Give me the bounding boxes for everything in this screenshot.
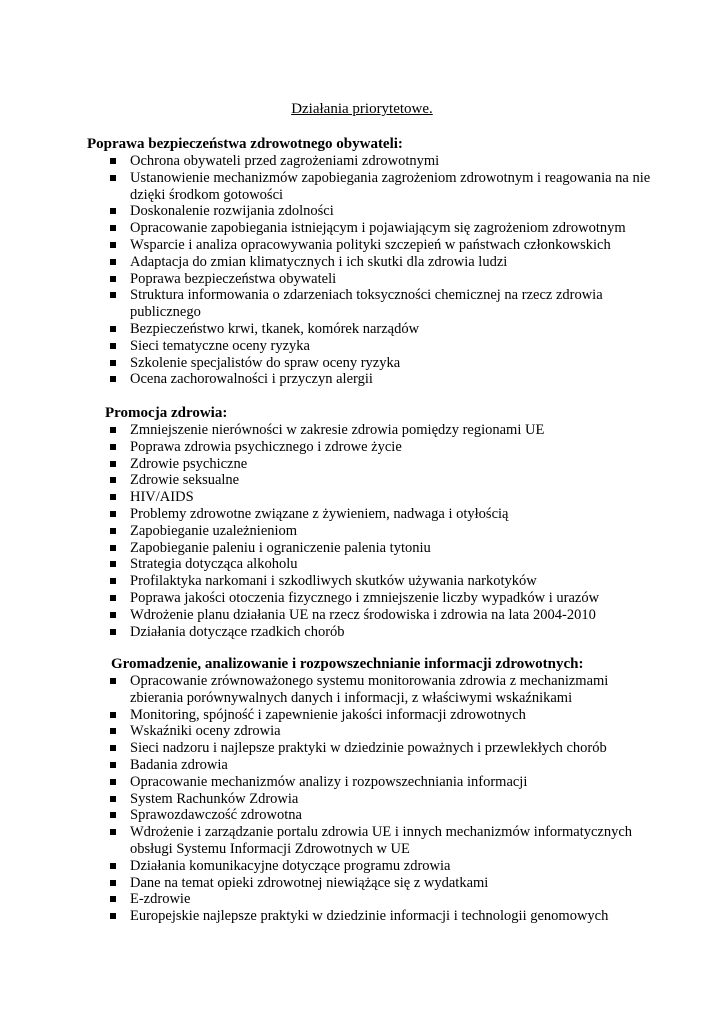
list-item-text: Doskonalenie rozwijania zdolności (130, 203, 334, 220)
section-list (0, 153, 724, 388)
list-item-text: Ocena zachorowalności i przyczyn alergii (130, 371, 373, 388)
square-bullet-icon (110, 545, 116, 551)
square-bullet-icon (110, 913, 116, 919)
list-item-text: Wskaźniki oceny zdrowia (130, 723, 281, 740)
square-bullet-icon (110, 276, 116, 282)
list-item (0, 875, 724, 892)
list-item (0, 540, 724, 557)
list-item-text: Opracowanie mechanizmów analizy i rozpowszechniania informacji (130, 773, 528, 790)
square-bullet-icon (110, 511, 116, 517)
list-item (0, 220, 724, 237)
square-bullet-icon (110, 745, 116, 751)
list-item (0, 338, 724, 355)
list-item (0, 723, 724, 740)
list-item (0, 506, 724, 523)
square-bullet-icon (110, 880, 116, 886)
list-item-text: Zapobieganie paleniu i ograniczenie palenia tytoniu (130, 539, 431, 556)
list-item-text: Szkolenie specjalistów do spraw oceny ryzyka (130, 354, 401, 371)
list-item (0, 740, 724, 757)
list-item (0, 891, 724, 908)
square-bullet-icon (110, 461, 116, 467)
list-item (0, 203, 724, 220)
square-bullet-icon (110, 712, 116, 718)
list-item-text: Badania zdrowia (130, 756, 228, 773)
square-bullet-icon (110, 326, 116, 332)
list-item-text: System Rachunków Zdrowia (130, 790, 299, 807)
section-heading: Poprawa bezpieczeństwa zdrowotnego obywateli: (87, 136, 403, 152)
list-item-text: Sprawozdawczość zdrowotna (130, 807, 302, 824)
list-item-text: Profilaktyka narkomani i szkodliwych skutków używania narkotyków (130, 573, 537, 590)
list-item (0, 254, 724, 271)
square-bullet-icon (110, 728, 116, 734)
list-item-text: Opracowanie zrównoważonego systemu monitorowania zdrowia z mechanizmami zbierania porównywalnych danych i informacji, z właściwymi wskaźnikami (130, 673, 609, 706)
list-item-text: Europejskie najlepsze praktyki w dziedzinie informacji i technologii genomowych (130, 908, 609, 925)
square-bullet-icon (110, 242, 116, 248)
list-item (0, 774, 724, 791)
list-item-text: HIV/AIDS (130, 489, 194, 506)
square-bullet-icon (110, 678, 116, 684)
square-bullet-icon (110, 829, 116, 835)
square-bullet-icon (110, 612, 116, 618)
list-item (0, 824, 724, 858)
list-item (0, 607, 724, 624)
list-item-text: Zdrowie psychiczne (130, 455, 248, 472)
section-health-information (0, 656, 724, 925)
list-item-text: Ustanowienie mechanizmów zapobiegania zagrożeniom zdrowotnym i reagowania na nie dzięki środkom gotowości (130, 169, 651, 203)
square-bullet-icon (110, 259, 116, 265)
list-item-text: Adaptacja do zmian klimatycznych i ich skutki dla zdrowia ludzi (130, 253, 508, 270)
square-bullet-icon (110, 762, 116, 768)
square-bullet-icon (110, 158, 116, 164)
section-heading: Gromadzenie, analizowanie i rozpowszechnianie informacji zdrowotnych: (111, 656, 584, 672)
list-item-text: Ochrona obywateli przed zagrożeniami zdrowotnymi (130, 153, 440, 169)
list-item (0, 556, 724, 573)
list-item-text: Wsparcie i analiza opracowywania polityki szczepień w państwach członkowskich (130, 236, 611, 253)
square-bullet-icon (110, 494, 116, 500)
square-bullet-icon (110, 343, 116, 349)
list-item (0, 523, 724, 540)
list-item (0, 908, 724, 925)
square-bullet-icon (110, 863, 116, 869)
list-item (0, 707, 724, 724)
list-item-text: Struktura informowania o zdarzeniach toksyczności chemicznej na rzecz zdrowia publicznego (130, 287, 603, 321)
list-item (0, 439, 724, 456)
square-bullet-icon (110, 292, 116, 298)
list-item (0, 271, 724, 288)
list-item (0, 858, 724, 875)
list-item (0, 153, 724, 170)
list-item-text: Zdrowie seksualne (130, 472, 240, 489)
list-item-text: Strategia dotycząca alkoholu (130, 556, 298, 573)
list-item-text: Dane na temat opieki zdrowotnej niewiążące się z wydatkami (130, 874, 489, 891)
section-list (0, 422, 724, 640)
list-item (0, 170, 724, 204)
list-item (0, 673, 724, 707)
square-bullet-icon (110, 896, 116, 902)
list-item-text: Zapobieganie uzależnieniom (130, 522, 298, 539)
section-health-security (0, 136, 724, 388)
list-item (0, 573, 724, 590)
list-item (0, 371, 724, 388)
section-health-promotion (0, 405, 724, 640)
list-item (0, 422, 724, 439)
list-item-text: Monitoring, spójność i zapewnienie jakości informacji zdrowotnych (130, 706, 526, 723)
list-item-text: Zmniejszenie nierówności w zakresie zdrowia pomiędzy regionami UE (130, 422, 545, 438)
list-item (0, 237, 724, 254)
square-bullet-icon (110, 477, 116, 483)
list-item (0, 287, 724, 321)
square-bullet-icon (110, 595, 116, 601)
section-heading: Promocja zdrowia: (105, 405, 228, 421)
square-bullet-icon (110, 225, 116, 231)
square-bullet-icon (110, 208, 116, 214)
square-bullet-icon (110, 427, 116, 433)
list-item-text: Sieci tematyczne oceny ryzyka (130, 337, 310, 354)
square-bullet-icon (110, 561, 116, 567)
list-item-text: Działania dotyczące rzadkich chorób (130, 623, 345, 640)
list-item (0, 456, 724, 473)
list-item-text: Bezpieczeństwo krwi, tkanek, komórek narządów (130, 320, 420, 337)
square-bullet-icon (110, 444, 116, 450)
list-item (0, 355, 724, 372)
list-item (0, 321, 724, 338)
document-title: Działania priorytetowe. (291, 101, 433, 117)
list-item-text: Problemy zdrowotne związane z żywieniem, nadwaga i otyłością (130, 505, 509, 522)
list-item-text: Poprawa bezpieczeństwa obywateli (130, 270, 337, 287)
square-bullet-icon (110, 376, 116, 382)
list-item-text: Działania komunikacyjne dotyczące programu zdrowia (130, 857, 451, 874)
list-item-text: Poprawa jakości otoczenia fizycznego i zmniejszenie liczby wypadków i urazów (130, 589, 600, 606)
square-bullet-icon (110, 779, 116, 785)
list-item (0, 791, 724, 808)
list-item (0, 590, 724, 607)
list-item-text: Wdrożenie i zarządzanie portalu zdrowia UE i innych mechanizmów informatycznych obsługi Systemu Informacji Zdrowotnych w UE (130, 824, 633, 857)
list-item (0, 624, 724, 641)
list-item-text: Opracowanie zapobiegania istniejącym i pojawiającym się zagrożeniom zdrowotnym (130, 220, 626, 237)
square-bullet-icon (110, 629, 116, 635)
list-item-text: Poprawa zdrowia psychicznego i zdrowe życie (130, 438, 402, 455)
list-item (0, 489, 724, 506)
square-bullet-icon (110, 175, 116, 181)
square-bullet-icon (110, 528, 116, 534)
list-item-text: Wdrożenie planu działania UE na rzecz środowiska i zdrowia na lata 2004-2010 (130, 606, 596, 623)
list-item (0, 472, 724, 489)
square-bullet-icon (110, 812, 116, 818)
square-bullet-icon (110, 796, 116, 802)
list-item-text: E-zdrowie (130, 891, 191, 908)
square-bullet-icon (110, 360, 116, 366)
list-item (0, 757, 724, 774)
list-item (0, 807, 724, 824)
section-list (0, 673, 724, 925)
square-bullet-icon (110, 578, 116, 584)
list-item-text: Sieci nadzoru i najlepsze praktyki w dziedzinie poważnych i przewlekłych chorób (130, 740, 607, 757)
